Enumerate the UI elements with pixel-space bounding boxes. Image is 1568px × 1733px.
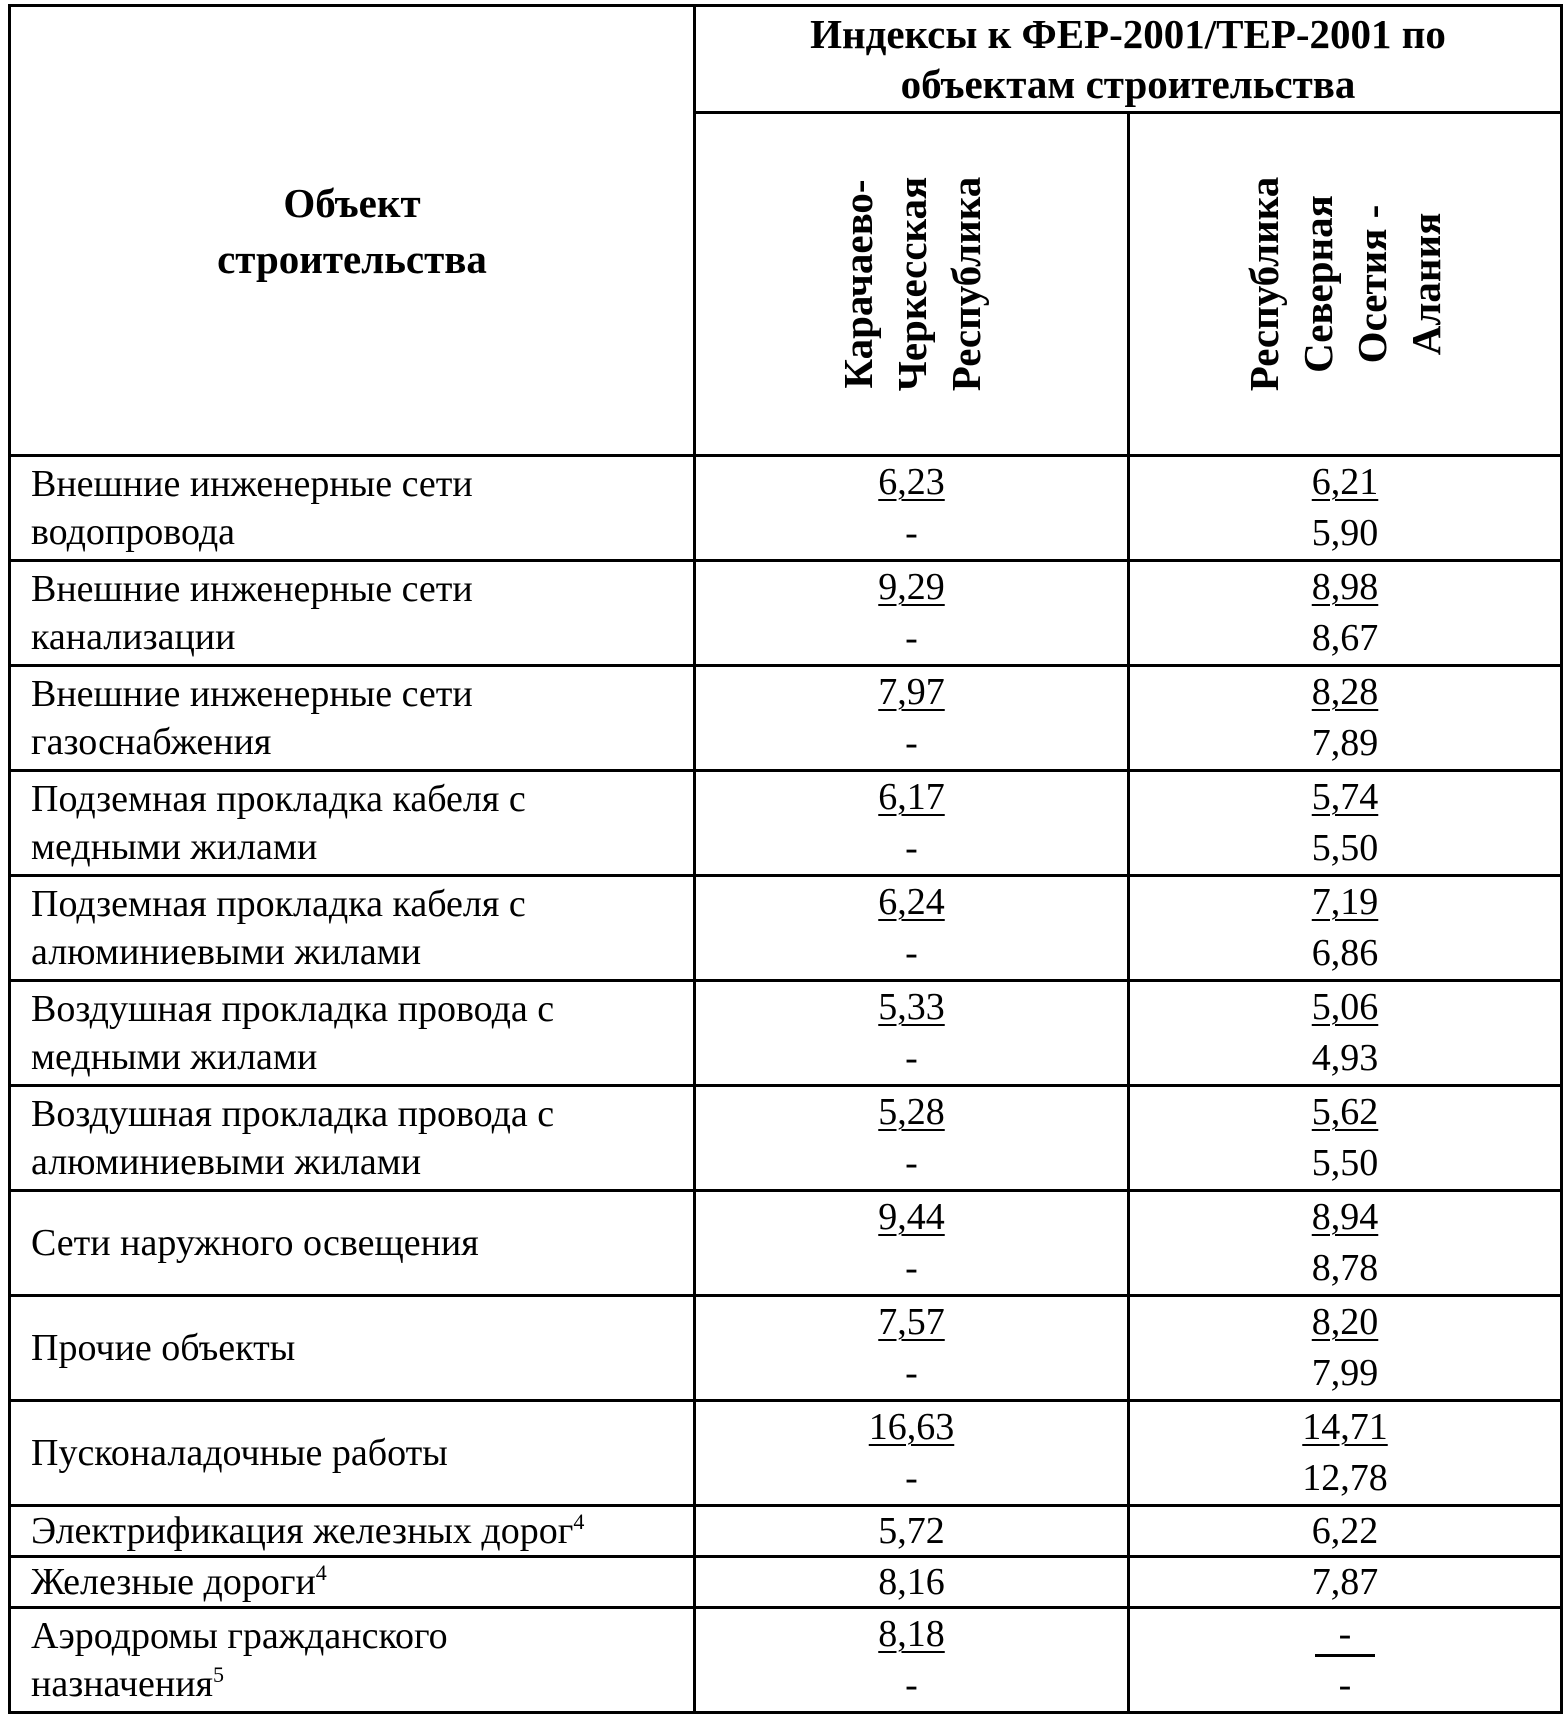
object-name-line: алюминиевыми жилами bbox=[31, 1141, 422, 1183]
index-value-top bbox=[1130, 562, 1560, 613]
index-value-top bbox=[696, 562, 1127, 613]
index-value-bottom: - bbox=[905, 1352, 918, 1394]
object-name-line: Прочие объекты bbox=[31, 1327, 296, 1369]
region-header-rso bbox=[1129, 113, 1562, 456]
index-value-text: 6,21 bbox=[1311, 461, 1379, 503]
index-value-bottom: 12,78 bbox=[1302, 1457, 1388, 1499]
object-header-line: строительства bbox=[217, 235, 487, 282]
index-value-bottom: 6,86 bbox=[1311, 932, 1379, 974]
rso-value-cell: 7,87 bbox=[1129, 1557, 1562, 1608]
table-row bbox=[10, 1557, 1562, 1608]
index-value-bottom: 8,78 bbox=[1311, 1247, 1379, 1289]
index-value-top bbox=[1130, 1087, 1560, 1138]
index-value-bottom: - bbox=[905, 1247, 918, 1289]
index-value-top bbox=[1130, 772, 1560, 823]
object-name-cell bbox=[10, 1191, 695, 1296]
index-value-bottom: - bbox=[905, 1457, 918, 1499]
object-name-cell bbox=[10, 456, 695, 561]
kchr-value-cell bbox=[695, 1296, 1129, 1401]
rso-value-cell bbox=[1129, 666, 1562, 771]
index-value-text: 16,63 bbox=[868, 1406, 955, 1448]
index-value-text: 5,28 bbox=[878, 1091, 945, 1133]
table-row bbox=[10, 981, 1562, 1086]
rso-value-cell bbox=[1129, 981, 1562, 1086]
index-value-top bbox=[1130, 1402, 1560, 1453]
object-name-cell bbox=[10, 1401, 695, 1506]
index-value-top bbox=[1130, 667, 1560, 718]
index-value-text: 5,62 bbox=[1311, 1091, 1379, 1133]
object-name-text: Железные дороги bbox=[31, 1561, 316, 1603]
object-name-cell bbox=[10, 1086, 695, 1191]
index-value-text: 6,24 bbox=[878, 881, 945, 923]
region-line: Алания bbox=[1403, 212, 1449, 356]
rso-value-cell bbox=[1129, 876, 1562, 981]
index-value-top bbox=[1130, 457, 1560, 508]
index-value-text: 5,06 bbox=[1311, 986, 1379, 1028]
table-row bbox=[10, 1506, 1562, 1557]
object-name-cell bbox=[10, 771, 695, 876]
index-value-text: 9,29 bbox=[878, 566, 945, 608]
index-value-top bbox=[696, 772, 1127, 823]
index-value-top bbox=[696, 982, 1127, 1033]
table-row bbox=[10, 561, 1562, 666]
object-name-line: газоснабжения bbox=[31, 721, 272, 763]
index-value-top bbox=[1130, 982, 1560, 1033]
object-name-line: Внешние инженерные сети bbox=[31, 568, 473, 610]
table-row bbox=[10, 666, 1562, 771]
object-name-line: Внешние инженерные сети bbox=[31, 673, 473, 715]
object-name-line: алюминиевыми жилами bbox=[31, 931, 422, 973]
object-name-line: Воздушная прокладка провода с bbox=[31, 988, 555, 1030]
object-name-line: Аэродромы гражданского bbox=[31, 1615, 448, 1657]
kchr-value-cell bbox=[695, 981, 1129, 1086]
object-name-text: Электрификация железных дорог bbox=[31, 1510, 574, 1552]
kchr-value-cell bbox=[695, 561, 1129, 666]
table-row bbox=[10, 1608, 1562, 1713]
group-header-line: объектам строительства bbox=[900, 61, 1356, 107]
index-value-bottom: - bbox=[905, 512, 918, 554]
index-value-text: 5,74 bbox=[1311, 776, 1379, 818]
rso-value-cell bbox=[1129, 456, 1562, 561]
index-value-bottom: 7,99 bbox=[1311, 1352, 1379, 1394]
index-value-bottom: 5,90 bbox=[1311, 512, 1379, 554]
table-row bbox=[10, 456, 1562, 561]
index-value-text: 7,19 bbox=[1311, 881, 1379, 923]
object-name-line: Сети наружного освещения bbox=[31, 1222, 479, 1264]
index-value-bottom: 4,93 bbox=[1311, 1037, 1379, 1079]
index-value-text: 6,23 bbox=[878, 461, 945, 503]
index-value-bottom: 7,89 bbox=[1311, 722, 1379, 764]
index-value-bottom: - bbox=[1338, 1664, 1352, 1706]
group-header-line: Индексы к ФЕР-2001/ТЕР-2001 по bbox=[810, 11, 1446, 57]
object-name-line: канализации bbox=[31, 616, 236, 658]
object-name-cell bbox=[10, 666, 695, 771]
index-value-top bbox=[696, 877, 1127, 928]
rso-value-cell bbox=[1129, 1401, 1562, 1506]
region-line: Черкесская bbox=[888, 176, 935, 392]
object-name-line: Внешние инженерные сети bbox=[31, 463, 473, 505]
table-body bbox=[10, 456, 1562, 1713]
table-row bbox=[10, 1296, 1562, 1401]
index-value-top bbox=[1130, 1609, 1560, 1660]
object-header-line: Объект bbox=[283, 179, 421, 226]
object-name-cell bbox=[10, 1557, 695, 1608]
object-name-cell bbox=[10, 876, 695, 981]
region-line: Республика bbox=[1241, 176, 1287, 392]
index-value-top bbox=[696, 1192, 1127, 1243]
index-value-bottom: - bbox=[905, 1142, 918, 1184]
region-line: Северная bbox=[1295, 195, 1341, 373]
index-value-text: 7,57 bbox=[878, 1301, 945, 1343]
object-name-line: медными жилами bbox=[31, 1036, 318, 1078]
index-value-text: 8,20 bbox=[1311, 1301, 1379, 1343]
index-value-bottom: - bbox=[905, 827, 918, 869]
kchr-value-cell bbox=[695, 1608, 1129, 1713]
region-line: Республика bbox=[942, 176, 989, 392]
index-value-top bbox=[1130, 877, 1560, 928]
index-value-top bbox=[696, 1609, 1127, 1660]
kchr-value-cell bbox=[695, 666, 1129, 771]
index-table bbox=[8, 4, 1563, 1714]
table-row bbox=[10, 1086, 1562, 1191]
kchr-value-cell bbox=[695, 1086, 1129, 1191]
index-value-text: 6,17 bbox=[878, 776, 945, 818]
index-value-text: 8,98 bbox=[1311, 566, 1379, 608]
index-value-text: 8,28 bbox=[1311, 671, 1379, 713]
object-name-text: назначения bbox=[31, 1663, 214, 1705]
rso-value-cell bbox=[1129, 1296, 1562, 1401]
index-value-text: 7,97 bbox=[878, 671, 945, 713]
index-value-text: 9,44 bbox=[878, 1196, 945, 1238]
index-value-top bbox=[1130, 1297, 1560, 1348]
index-value-text: 8,18 bbox=[878, 1613, 945, 1655]
table-row bbox=[10, 876, 1562, 981]
index-group-header bbox=[695, 6, 1562, 113]
table-row bbox=[10, 1401, 1562, 1506]
object-name-line: Воздушная прокладка провода с bbox=[31, 1093, 555, 1135]
index-value-top bbox=[696, 1297, 1127, 1348]
kchr-value-cell bbox=[695, 771, 1129, 876]
rso-value-cell bbox=[1129, 771, 1562, 876]
object-name-line: Подземная прокладка кабеля с bbox=[31, 883, 526, 925]
index-value-top bbox=[696, 1087, 1127, 1138]
object-name-cell bbox=[10, 981, 695, 1086]
index-value-text: 5,33 bbox=[878, 986, 945, 1028]
index-value-bottom: 5,50 bbox=[1311, 1142, 1379, 1184]
object-name-line bbox=[31, 1660, 693, 1708]
rso-value-cell bbox=[1129, 1608, 1562, 1713]
index-value-bottom: - bbox=[905, 722, 918, 764]
footnote-mark: 5 bbox=[213, 1662, 225, 1687]
rso-value-cell bbox=[1129, 561, 1562, 666]
footnote-mark: 4 bbox=[573, 1509, 585, 1534]
index-value-bottom: - bbox=[905, 1664, 918, 1706]
index-value-text: - bbox=[1315, 1614, 1376, 1657]
kchr-value-cell: 8,16 bbox=[695, 1557, 1129, 1608]
object-name-cell bbox=[10, 1608, 695, 1713]
rso-value-cell bbox=[1129, 1191, 1562, 1296]
index-value-top bbox=[696, 457, 1127, 508]
object-name-line: Подземная прокладка кабеля с bbox=[31, 778, 526, 820]
object-name-line: водопровода bbox=[31, 511, 236, 553]
kchr-value-cell bbox=[695, 456, 1129, 561]
rso-value-cell: 6,22 bbox=[1129, 1506, 1562, 1557]
object-name-cell bbox=[10, 561, 695, 666]
footnote-mark: 4 bbox=[315, 1560, 327, 1585]
kchr-value-cell bbox=[695, 876, 1129, 981]
object-name-line: медными жилами bbox=[31, 826, 318, 868]
index-value-top bbox=[696, 667, 1127, 718]
object-column-header bbox=[10, 6, 695, 456]
region-line: Карачаево- bbox=[834, 179, 881, 389]
index-value-text: 14,71 bbox=[1302, 1406, 1388, 1448]
region-line: Осетия - bbox=[1349, 204, 1395, 364]
rso-value-cell bbox=[1129, 1086, 1562, 1191]
kchr-value-cell: 5,72 bbox=[695, 1506, 1129, 1557]
index-value-text: 8,94 bbox=[1311, 1196, 1379, 1238]
index-value-bottom: 5,50 bbox=[1311, 827, 1379, 869]
object-name-cell bbox=[10, 1506, 695, 1557]
kchr-value-cell bbox=[695, 1191, 1129, 1296]
table-row bbox=[10, 771, 1562, 876]
index-value-bottom: - bbox=[905, 932, 918, 974]
region-header-kchr bbox=[695, 113, 1129, 456]
kchr-value-cell bbox=[695, 1401, 1129, 1506]
index-value-top bbox=[1130, 1192, 1560, 1243]
index-value-bottom: - bbox=[905, 617, 918, 659]
object-name-line: Пусконаладочные работы bbox=[31, 1432, 448, 1474]
object-name-cell bbox=[10, 1296, 695, 1401]
index-value-top bbox=[696, 1402, 1127, 1453]
table-row bbox=[10, 1191, 1562, 1296]
index-value-bottom: - bbox=[905, 1037, 918, 1079]
index-value-bottom: 8,67 bbox=[1311, 617, 1379, 659]
